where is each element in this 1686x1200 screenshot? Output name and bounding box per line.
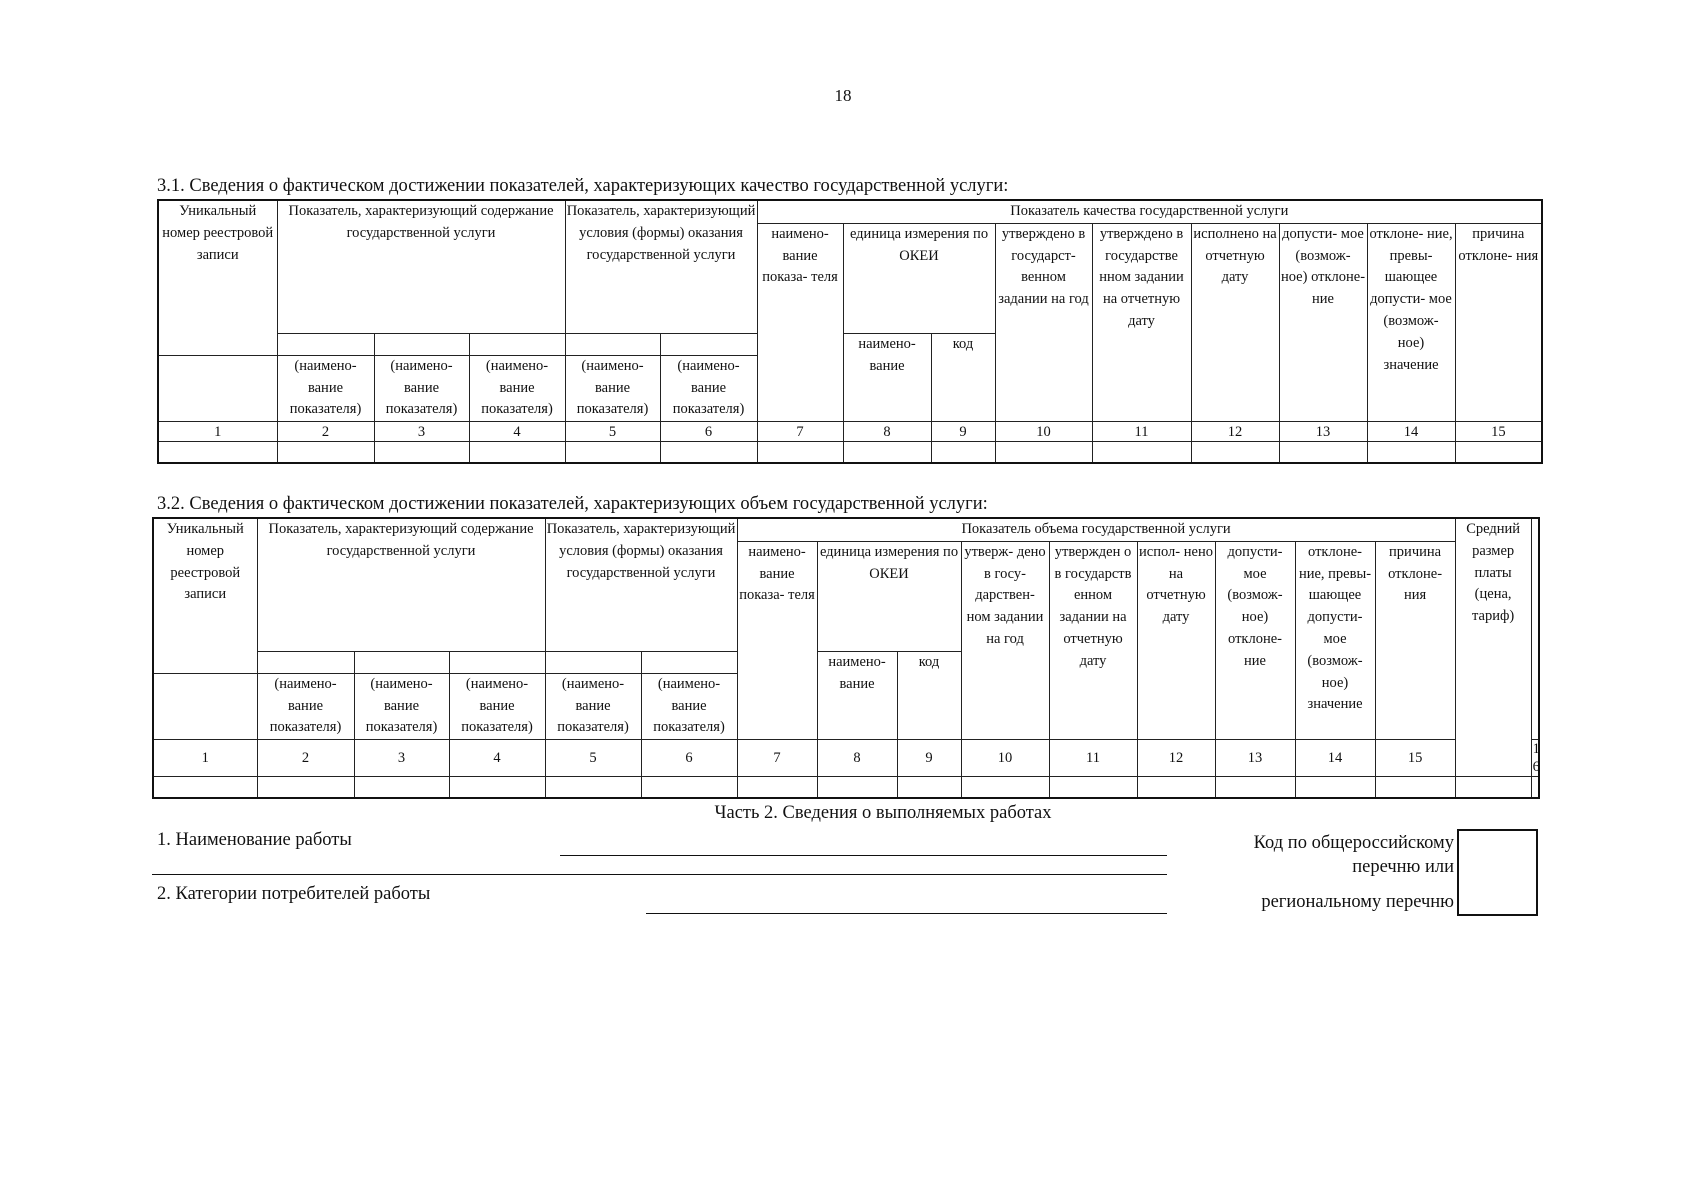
header-unit-code: код — [931, 333, 995, 421]
column-number: 1 — [158, 422, 277, 442]
table-cell[interactable] — [817, 777, 897, 798]
subheader-blank — [277, 333, 374, 355]
column-number: 2 — [257, 740, 354, 777]
header-approved-date: утверждено в государстве нном задании на отчетную дату — [1092, 223, 1191, 421]
table-cell[interactable] — [660, 442, 757, 463]
subheader-blank — [449, 651, 545, 673]
consumers-field[interactable] — [646, 913, 1167, 914]
header-unit-code: код — [897, 651, 961, 739]
column-number: 9 — [931, 422, 995, 442]
header-unit: единица измерения по ОКЕИ — [817, 541, 961, 651]
header-registry: Уникальный номер реестровой записи — [153, 518, 257, 673]
table-cell[interactable] — [469, 442, 565, 463]
table-cell[interactable] — [1375, 777, 1455, 798]
work-name-label: 1. Наименование работы — [157, 830, 352, 850]
header-content-indicator: Показатель, характеризующий содержание государственной услуги — [277, 200, 565, 333]
subheader-blank — [469, 333, 565, 355]
subheader-indicator-name: (наимено- вание показателя) — [660, 355, 757, 421]
header-reason: причина отклоне- ния — [1455, 223, 1542, 421]
table-cell[interactable] — [995, 442, 1092, 463]
table-cell[interactable] — [1295, 777, 1375, 798]
table-cell[interactable] — [961, 777, 1049, 798]
subheader-blank — [545, 651, 641, 673]
header-approved-year: утверж- дено в госу- дарствен- ном задании на год — [961, 541, 1049, 739]
subheader-indicator-name: (наимено- вание показателя) — [257, 673, 354, 739]
subheader-blank — [660, 333, 757, 355]
table-cell[interactable] — [158, 442, 277, 463]
header-avg-fee: Средний размер платы (цена, тариф) — [1455, 518, 1531, 777]
column-number: 3 — [354, 740, 449, 777]
column-number: 13 — [1215, 740, 1295, 777]
subheader-blank — [565, 333, 660, 355]
header-allowed-deviation: допусти- мое (возмож- ное) отклоне- ние — [1279, 223, 1367, 421]
page-number: 18 — [834, 86, 852, 105]
column-number: 4 — [449, 740, 545, 777]
column-number: 10 — [961, 740, 1049, 777]
column-number: 6 — [660, 422, 757, 442]
work-name-field[interactable] — [560, 855, 1167, 856]
header-reason: причина отклоне- ния — [1375, 541, 1455, 739]
table-cell[interactable] — [277, 442, 374, 463]
column-number: 14 — [1295, 740, 1375, 777]
header-executed: испол- нено на отчетную дату — [1137, 541, 1215, 739]
header-conditions-indicator: Показатель, характеризующий условия (формы) оказания государственной услуги — [565, 200, 757, 333]
subheader-indicator-name: (наимено- вание показателя) — [565, 355, 660, 421]
table-cell[interactable] — [565, 442, 660, 463]
column-number: 3 — [374, 422, 469, 442]
subheader-blank — [641, 651, 737, 673]
table-cell[interactable] — [449, 777, 545, 798]
subheader-blank — [153, 673, 257, 739]
work-name-field-line2[interactable] — [152, 874, 1167, 875]
section-2-title: 3.2. Сведения о фактическом достижении показателей, характеризующих объем государственной услуги: — [157, 494, 988, 514]
header-content-indicator: Показатель, характеризующий содержание государственной услуги — [257, 518, 545, 651]
header-indicator-name: наимено- вание показа- теля — [737, 541, 817, 739]
subheader-indicator-name: (наимено- вание показателя) — [277, 355, 374, 421]
code-label-line1: Код по общероссийскому — [1253, 833, 1454, 853]
subheader-indicator-name: (наимено- вание показателя) — [354, 673, 449, 739]
header-volume-group: Показатель объема государственной услуги — [737, 518, 1455, 541]
header-approved-date: утвержден о в государств енном задании на отчетную дату — [1049, 541, 1137, 739]
subheader-blank — [354, 651, 449, 673]
column-number: 12 — [1191, 422, 1279, 442]
subheader-indicator-name: (наимено- вание показателя) — [545, 673, 641, 739]
column-number: 4 — [469, 422, 565, 442]
column-number: 8 — [843, 422, 931, 442]
volume-table — [152, 517, 1540, 799]
header-excess-deviation: отклоне- ние, превы- шающее допусти- мое (возмож- ное) значение — [1367, 223, 1455, 421]
subheader-blank — [374, 333, 469, 355]
column-number: 5 — [565, 422, 660, 442]
header-registry: Уникальный номер реестровой записи — [158, 200, 277, 355]
code-label-line2: перечню или — [1352, 857, 1454, 877]
table-cell[interactable] — [757, 442, 843, 463]
header-allowed-deviation: допусти- мое (возмож- ное) отклоне- ние — [1215, 541, 1295, 739]
table-cell[interactable] — [931, 442, 995, 463]
section-1-title: 3.1. Сведения о фактическом достижении показателей, характеризующих качество государственной услуги: — [157, 176, 1009, 196]
subheader-blank — [257, 651, 354, 673]
code-label-line3: региональному перечню — [1261, 892, 1454, 912]
table-cell[interactable] — [1049, 777, 1137, 798]
quality-table — [157, 199, 1543, 464]
table-cell[interactable] — [1092, 442, 1191, 463]
header-unit: единица измерения по ОКЕИ — [843, 223, 995, 333]
column-number: 2 — [277, 422, 374, 442]
header-approved-year: утверждено в государст- венном задании на год — [995, 223, 1092, 421]
column-number: 14 — [1367, 422, 1455, 442]
column-number: 8 — [817, 740, 897, 777]
header-conditions-indicator: Показатель, характеризующий условия (формы) оказания государственной услуги — [545, 518, 737, 651]
header-quality-group: Показатель качества государственной услуги — [757, 200, 1542, 223]
header-executed: исполнено на отчетную дату — [1191, 223, 1279, 421]
column-number: 15 — [1455, 422, 1542, 442]
subheader-indicator-name: (наимено- вание показателя) — [374, 355, 469, 421]
column-number: 5 — [545, 740, 641, 777]
header-unit-name: наимено- вание — [817, 651, 897, 739]
column-number: 15 — [1375, 740, 1455, 777]
column-number: 7 — [757, 422, 843, 442]
part2-title: Часть 2. Сведения о выполняемых работах — [714, 803, 1052, 823]
table-cell[interactable] — [1279, 442, 1367, 463]
table-cell[interactable] — [897, 777, 961, 798]
consumers-label: 2. Категории потребителей работы — [157, 884, 431, 904]
table-cell[interactable] — [1455, 442, 1542, 463]
column-number: 12 — [1137, 740, 1215, 777]
table-cell[interactable] — [1191, 442, 1279, 463]
table-cell[interactable] — [843, 442, 931, 463]
column-number: 13 — [1279, 422, 1367, 442]
table-cell[interactable] — [1215, 777, 1295, 798]
column-number: 16 — [1532, 741, 1540, 776]
subheader-indicator-name: (наимено- вание показателя) — [449, 673, 545, 739]
column-number: 6 — [641, 740, 737, 777]
code-label-top — [1254, 831, 1454, 879]
column-number: 10 — [995, 422, 1092, 442]
table-cell[interactable] — [1137, 777, 1215, 798]
table-cell[interactable] — [1455, 777, 1531, 798]
table-cell[interactable] — [374, 442, 469, 463]
header-indicator-name: наимено- вание показа- теля — [757, 223, 843, 421]
table-cell[interactable] — [545, 777, 641, 798]
subheader-blank — [158, 355, 277, 421]
column-number: 11 — [1092, 422, 1191, 442]
column-number: 9 — [897, 740, 961, 777]
subheader-indicator-name: (наимено- вание показателя) — [641, 673, 737, 739]
table-cell[interactable] — [153, 777, 257, 798]
table-cell[interactable] — [737, 777, 817, 798]
header-unit-name: наимено- вание — [843, 333, 931, 421]
table-cell[interactable] — [641, 777, 737, 798]
code-box[interactable] — [1457, 829, 1538, 916]
header-excess-deviation: отклоне- ние, превы- шающее допусти- мое (возмож- ное) значение — [1295, 541, 1375, 739]
table-cell[interactable] — [257, 777, 354, 798]
table-cell[interactable] — [354, 777, 449, 798]
subheader-indicator-name: (наимено- вание показателя) — [469, 355, 565, 421]
table-cell[interactable] — [1367, 442, 1455, 463]
column-number: 1 — [153, 740, 257, 777]
column-number: 7 — [737, 740, 817, 777]
column-number: 11 — [1049, 740, 1137, 777]
